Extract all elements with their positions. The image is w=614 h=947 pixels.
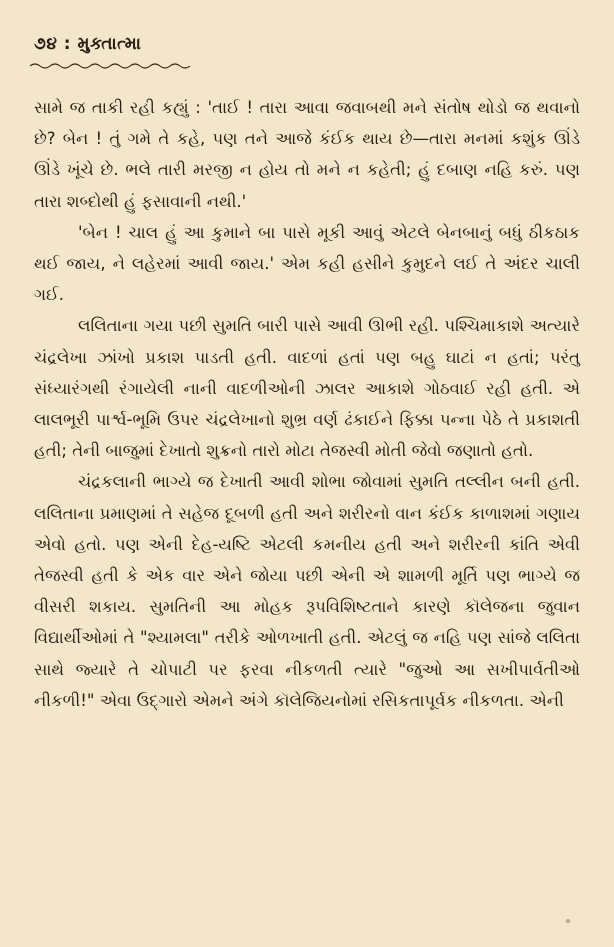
wavy-underline-ornament bbox=[30, 62, 190, 70]
running-header: ૭૪ : મુક્તાત્મા bbox=[34, 34, 142, 54]
paragraph-2: 'બેન ! ચાલ હું આ કુમાને બા પાસે મૂકી આવું એટલે બેનબાનું બધું ઠીકઠાક થઈ જાય, ને લહેરમાં આવી જાય.' એમ કહી હસીને કુમુદને લઈ તે અંદર ચાલી ગઈ. bbox=[34, 222, 580, 305]
body-text bbox=[34, 92, 580, 716]
page-speck bbox=[566, 919, 570, 923]
paragraph-1: સામે જ તાકી રહી કહ્યું : 'તાઈ ! તારા આવા જવાબથી મને સંતોષ થોડો જ થવાનો છે? બેન ! તું ગમે તે કહે, પણ તને આજે કંઈક થાય છે—તારા મનમાં કશુંક ઊંડે ઊંડે ખૂંચે છે. ભલે તારી મરજી ન હોય તો મને ન કહેતી; હું દબાણ નહિ કરું. પણ તારા શબ્દોથી હું ફસાવાની નથી.' bbox=[34, 98, 580, 211]
paragraph-4: ચંદ્રકલાની ભાગ્યે જ દેખાતી આવી શોભા જોવામાં સુમતિ તલ્લીન બની હતી. લલિતાના પ્રમાણમાં તે સહેજ દૂબળી હતી અને શરીરનો વાન કંઈક કાળાશમાં ગણાય એવો હતો. પણ એની દેહ-યષ્ટિ એટલી કમનીય હતી અને શરીરની કાંતિ એવી તેજસ્વી હતી કે એક વાર એને જોયા પછી એની એ શામળી મૂર્તિ પણ ભાગ્યે જ વીસરી શકાય. સુમતિની આ મોહક રૂપવિશિષ્ટતાને કારણે કૉલેજના જુવાન વિદ્યાર્થીઓમાં તે "શ્યામલા" તરીકે ઓળખાતી હતી. એટલું જ નહિ પણ સાંજે લલિતા સાથે જ્યારે તે ચોપાટી પર ફરવા નીકળતી ત્યારે "જુઓ આ સખીપાર્વતીઓ નીકળી!" એવા ઉદ્ગારો એમને અંગે કૉલેજિયનોમાં રસિકતાપૂર્વક નીકળતા. એની bbox=[34, 472, 580, 710]
paragraph-3: લલિતાના ગયા પછી સુમતિ બારી પાસે આવી ઊભી રહી. પશ્ચિમાકાશે અત્યારે ચંદ્રલેખા ઝાંખો પ્રકાશ પાડતી હતી. વાદળાં હતાં પણ બહુ ઘાટાં ન હતાં; પરંતુ સંધ્યારંગથી રંગાયેલી નાની વાદળીઓની ઝાલર આકાશે ગોઠવાઈ રહી હતી. એ લાલભૂરી પાર્શ્વ-ભૂમિ ઉપર ચંદ્રલેખાનો શુભ્ર વર્ણ ઢંકાઈને ફિક્કા પન્ના પેઠે તે પ્રકાશતી હતી; તેની બાજુમાં દેખાતો શુક્રનો તારો મોટા તેજસ્વી મોતી જેવો જણાતો હતો. bbox=[34, 316, 580, 461]
